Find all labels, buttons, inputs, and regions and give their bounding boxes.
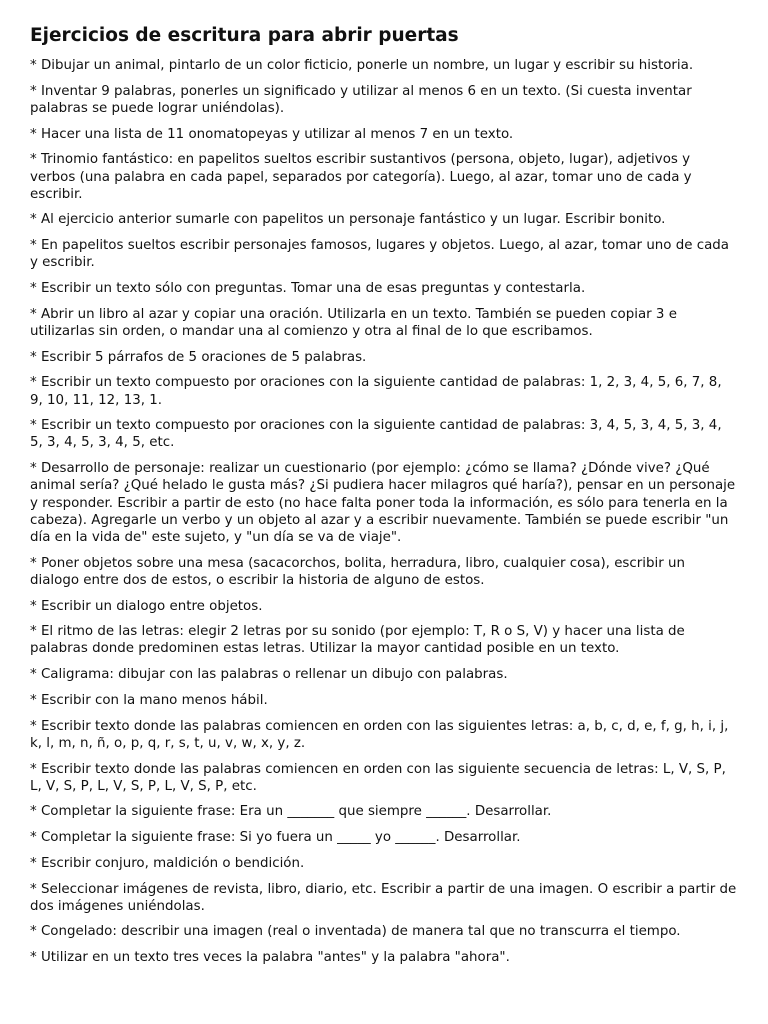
- exercise-item: * Inventar 9 palabras, ponerles un significado y utilizar al menos 6 en un texto. (Si cuesta inventar palabras se puede lograr uniéndolas).: [30, 83, 692, 116]
- exercise-item: * Escribir texto donde las palabras comiencen en orden con las siguientes letras: a, b, c, d, e, f, g, h, i, j, k, l, m, n, ñ, o, p, q, r, s, t, u, v, w, x, y, z.: [30, 718, 729, 751]
- exercise-item: * Caligrama: dibujar con las palabras o rellenar un dibujo con palabras.: [30, 667, 508, 683]
- exercise-item: * Escribir un texto compuesto por oraciones con la siguiente cantidad de palabras: 1, 2, 3, 4, 5, 6, 7, 8, 9, 10, 11, 12, 13, 1.: [30, 375, 722, 408]
- exercise-item: * En papelitos sueltos escribir personajes famosos, lugares y objetos. Luego, al azar, tomar uno de cada y escribir.: [30, 238, 730, 271]
- document-title: Ejercicios de escritura para abrir puertas: [30, 25, 459, 46]
- exercise-item: * El ritmo de las letras: elegir 2 letras por su sonido (por ejemplo: T, R o S, V) y hacer una lista de palabras donde predominen estas letras. Utilizar la mayor cantidad posible en un texto.: [30, 624, 685, 657]
- exercise-item: * Completar la siguiente frase: Era un _______ que siempre ______. Desarrollar.: [30, 804, 552, 820]
- exercise-item: * Seleccionar imágenes de revista, libro, diario, etc. Escribir a partir de una imagen. O escribir a partir de dos imágenes uniéndolas.: [30, 881, 737, 914]
- exercise-item: * Escribir 5 párrafos de 5 oraciones de 5 palabras.: [30, 349, 367, 365]
- exercise-item: * Abrir un libro al azar y copiar una oración. Utilizarla en un texto. También se pueden copiar 3 e utilizarlas sin orden, o mandar una al comienzo y otra al final de lo que escribamos.: [30, 306, 677, 339]
- exercise-item: * Escribir conjuro, maldición o bendición.: [30, 855, 305, 871]
- exercise-item: * Escribir un dialogo entre objetos.: [30, 598, 263, 614]
- exercise-item: * Trinomio fantástico: en papelitos sueltos escribir sustantivos (persona, objeto, lugar), adjetivos y verbos (una palabra en cada papel, separados por categoría). Luego, al azar, tomar uno de cada y escribir.: [30, 152, 692, 202]
- exercise-item: * Poner objetos sobre una mesa (sacacorchos, bolita, herradura, libro, cualquier cosa), escribir un dialogo entre dos de estos, o escribir la historia de alguno de estos.: [30, 555, 685, 588]
- exercise-item: * Congelado: describir una imagen (real o inventada) de manera tal que no transcurra el tiempo.: [30, 924, 681, 940]
- exercise-list: [30, 57, 738, 966]
- exercise-item: * Escribir con la mano menos hábil.: [30, 692, 268, 708]
- exercise-item: * Utilizar en un texto tres veces la palabra "antes" y la palabra "ahora".: [30, 950, 510, 966]
- exercise-item: * Al ejercicio anterior sumarle con papelitos un personaje fantástico y un lugar. Escribir bonito.: [30, 212, 666, 228]
- exercise-item: * Desarrollo de personaje: realizar un cuestionario (por ejemplo: ¿cómo se llama? ¿Dónde vive? ¿Qué animal sería? ¿Qué helado le gusta más? ¿Si pudiera hacer milagros qué haría?), pensar en un personaje y responder. Escribir a partir de esto (no hace falta poner toda la información, es sólo para tenerla en la cabeza). Agregarle un verbo y un objeto al azar y a escribir nuevamente. También se puede escribir "un día en la vida de" este sujeto, y "un día se va de viaje".: [30, 461, 736, 545]
- exercise-item: * Escribir un texto sólo con preguntas. Tomar una de esas preguntas y contestarla.: [30, 281, 586, 297]
- exercise-item: * Escribir un texto compuesto por oraciones con la siguiente cantidad de palabras: 3, 4, 5, 3, 4, 5, 3, 4, 5, 3, 4, 5, 3, 4, 5, etc.: [30, 418, 722, 451]
- exercise-item: * Dibujar un animal, pintarlo de un color ficticio, ponerle un nombre, un lugar y escribir su historia.: [30, 58, 694, 73]
- exercise-item: * Completar la siguiente frase: Si yo fuera un _____ yo ______. Desarrollar.: [30, 830, 521, 846]
- exercise-item: * Escribir texto donde las palabras comiencen en orden con las siguiente secuencia de letras: L, V, S, P, L, V, S, P, L, V, S, P, L, V, S, P, etc.: [30, 761, 726, 794]
- exercise-item: * Hacer una lista de 11 onomatopeyas y utilizar al menos 7 en un texto.: [30, 126, 514, 142]
